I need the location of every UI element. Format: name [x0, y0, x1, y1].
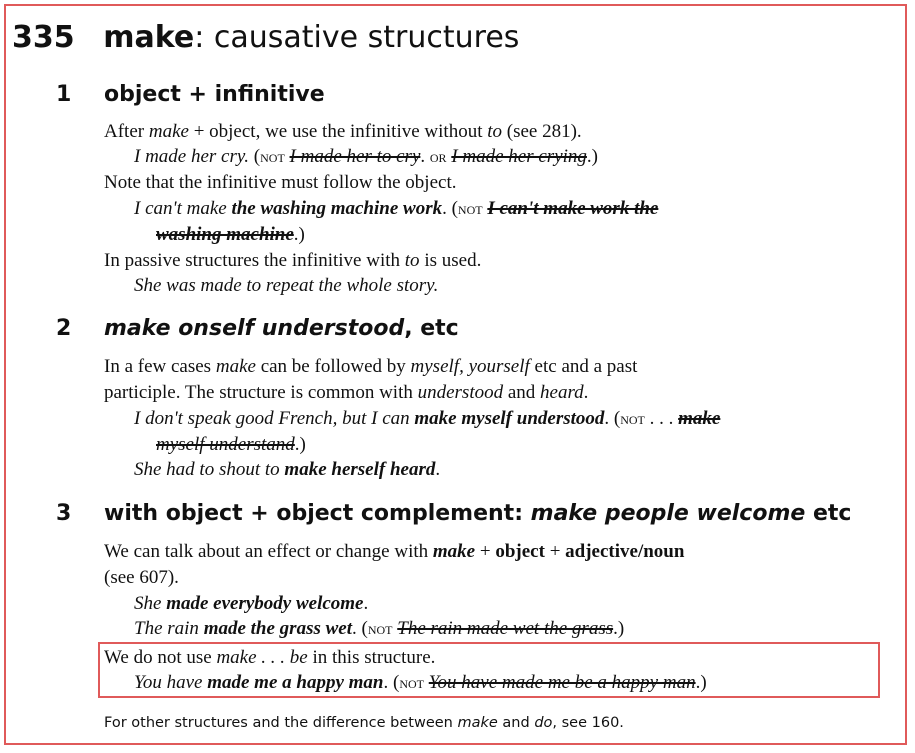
section-3-example-1: She made everybody welcome. — [134, 593, 369, 614]
section-2-example-1: I don't speak good French, but I can make myself understood. (not . . . make — [134, 408, 721, 429]
entry-keyword: make — [103, 20, 195, 55]
section-2-title: 2 make onself understood, etc — [56, 314, 459, 344]
section-3-line-2: (see 607). — [104, 567, 179, 588]
footnote: For other structures and the difference between make and do, see 160. — [104, 715, 624, 731]
section-number: 1 — [56, 82, 72, 107]
incorrect-example: make — [678, 408, 721, 429]
section-3-title: 3 with object + object complement: make people welcome etc — [56, 499, 851, 529]
incorrect-example: myself understand — [156, 434, 295, 455]
section-1-example-2-cont: washing machine.) — [156, 224, 305, 245]
entry-number: 335 — [12, 20, 75, 55]
section-2-line-1: In a few cases make can be followed by myself, yourself etc and a past — [104, 356, 638, 377]
entry-title — [12, 18, 519, 58]
entry-title-rest: : causative structures — [194, 20, 520, 55]
section-3-line-1: We can talk about an effect or change with make + object + adjective/noun — [104, 541, 685, 562]
section-2-line-2: participle. The structure is common with understood and heard. — [104, 382, 589, 403]
section-1-line-3: In passive structures the infinitive with to is used. — [104, 250, 482, 271]
incorrect-example: I made her to cry — [289, 146, 421, 167]
section-1-line-2: Note that the infinitive must follow the object. — [104, 172, 457, 193]
incorrect-example: I can't make work the — [487, 198, 659, 219]
section-1-line-1: After make + object, we use the infinitive without to (see 281). — [104, 121, 582, 142]
section-1-example-3: She was made to repeat the whole story. — [134, 275, 439, 296]
section-2-example-2: She had to shout to make herself heard. — [134, 459, 441, 480]
section-3-example-3: You have made me a happy man. (not You have made me be a happy man.) — [134, 672, 707, 693]
incorrect-example: washing machine — [156, 224, 294, 245]
section-1-example-1: I made her cry. (not I made her to cry. or I made her crying.) — [134, 146, 598, 167]
section-3-line-3: We do not use make . . . be in this structure. — [104, 647, 436, 668]
incorrect-example: You have made me be a happy man — [428, 672, 696, 693]
section-1-title: 1 object + infinitive — [56, 80, 325, 110]
section-3-example-2: The rain made the grass wet. (not The rain made wet the grass.) — [134, 618, 625, 639]
section-number: 2 — [56, 316, 72, 341]
incorrect-example: I made her crying — [451, 146, 587, 167]
section-1-example-2: I can't make the washing machine work. (not I can't make work the — [134, 198, 659, 219]
section-number: 3 — [56, 501, 72, 526]
incorrect-example: The rain made wet the grass — [397, 618, 614, 639]
section-2-example-1-cont: myself understand.) — [156, 434, 306, 455]
